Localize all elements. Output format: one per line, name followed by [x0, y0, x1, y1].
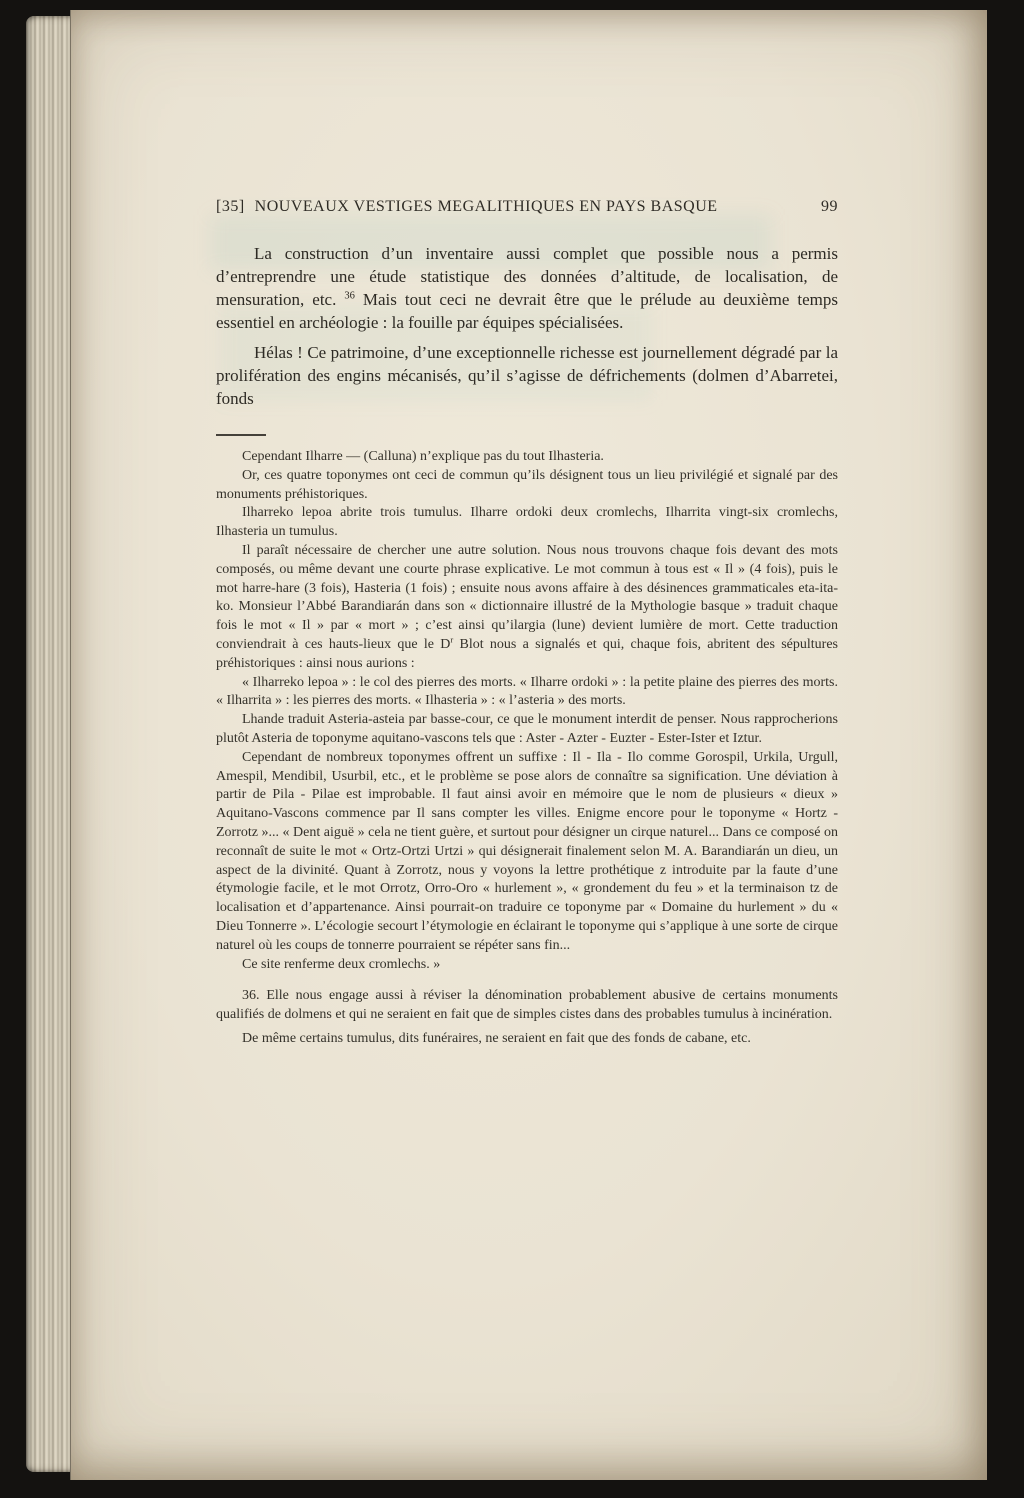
- footnote-reference-36: 36: [344, 290, 355, 302]
- page-content: [216, 10, 838, 1049]
- footnote-36-paragraph: 36. Elle nous engage aussi à réviser la dénomination probablement abusive de certains monuments qualifiés de dolmens et qui ne seraient en fait que de simples cistes dans des probables tumulus à incinération.: [216, 988, 838, 1023]
- paragraph-text: La construction d’un inventaire aussi complet que possible nous a permis d’entreprendre une étude statistique des données d’altitude, de localisation, de mensuration, etc.: [216, 244, 838, 309]
- page-header: [216, 198, 838, 216]
- footnote-paragraph: Ce site renferme deux cromlechs. »: [242, 956, 441, 972]
- footnote-paragraph: Or, ces quatre toponymes ont ceci de commun qu’ils désignent tous un lieu privilégié et signalé par des monuments préhistoriques.: [216, 467, 838, 502]
- footnote-36-block: [216, 987, 838, 1048]
- footnote-separator-rule: [216, 434, 266, 436]
- footnotes-block: [216, 448, 838, 974]
- footnote-text: Il paraît nécessaire de chercher une autre solution. Nous nous trouvons chaque fois devant des mots composés, ou même devant une courte phrase explicative. Le mot commun à tous est « Il » (4 fois), puis le mot harre-hare (3 fois), Hasteria (1 fois) ; ensuite nous avons affaire à des désinences grammaticales eta-ita-ko. Monsieur l’Abbé Barandiarán dans son « dictionnaire illustré de la Mythologie basque » traduit chaque fois le mot « Il » par « mort » ; c’est ainsi qu’ilargia (lune) devient lumière de mort. Cette traduction conviendrait à ces hauts-lieux que le D: [216, 542, 838, 652]
- footnote-paragraph: Ilharreko lepoa abrite trois tumulus. Ilharre ordoki deux cromlechs, Ilharrita vingt-six cromlechs, Ilhasteria un tumulus.: [216, 505, 838, 540]
- footnote-36-paragraph: De même certains tumulus, dits funéraires, ne seraient en fait que des fonds de cabane, etc.: [242, 1030, 751, 1046]
- superscript-r: r: [450, 634, 454, 645]
- section-number: [35]: [216, 198, 245, 215]
- footnote-paragraph: Cependant Ilharre — (Calluna) n’explique pas du tout Ilhasteria.: [242, 449, 604, 464]
- footnote-paragraph: « Ilharreko lepoa » : le col des pierres des morts. « Ilharre ordoki » : la petite plaine des pierres des morts. « Ilharrita » : les pierres des morts. « Ilhasteria » : « l’asteria » des morts.: [216, 674, 838, 709]
- paragraph-text: Mais tout ceci ne devrait être que le prélude au deuxième temps essentiel en archéologie : la fouille par équipes spécialisées.: [216, 290, 838, 332]
- running-title: NOUVEAUX VESTIGES MEGALITHIQUES EN PAYS BASQUE: [254, 198, 718, 215]
- book-page: [70, 10, 987, 1480]
- footnote-paragraph: Cependant de nombreux toponymes offrent un suffixe : Il - Ila - Ilo comme Gorospil, Urkila, Urgull, Amespil, Mendibil, Usurbil, etc., et le problème se pose alors de connaître sa signification. Une déviation à partir de Pila - Pilae est improbable. Il faut ainsi avoir en mémoire que le nom de plusieurs « dieux » Aquitano-Vascons commence par Il sans compter les villes. Enigme encore pour le toponyme « Hortz - Zorrotz »... « Dent aiguë » cela ne tient guère, et surtout pour désigner un cirque naturel... Dans ce composé on reconnaît de suite le mot « Ortz-Ortzi Urtzi » qui désignerait finalement selon M. A. Barandiarán un dieu, un aspect de la divinité. Quant à Zorrotz, nous y voyons la lettre prothétique z introduite par la faute d’une étymologie facile, et le mot Orrotz, Orro-Oro « hurlement », « grondement du feu » et la terminaison tz de localisation et d’appartenance. Ainsi pourrait-on traduire ce toponyme par « Domaine du hurlement » du « Dieu Tonnerre ». L’écologie secourt l’étymologie en éclairant le toponyme qui s’applique à une sorte de cirque naturel où les coups de tonnerre pourraient se répéter sans fin...: [216, 749, 838, 953]
- page-number: 99: [821, 198, 838, 215]
- footnote-text: Blot nous a signalés et qui, chaque fois, abritent des sépultures préhistoriques : ainsi nous aurions :: [216, 636, 838, 671]
- running-title-group: [216, 198, 718, 216]
- body-paragraph-1: [216, 242, 838, 334]
- footnote-paragraph: Lhande traduit Asteria-asteia par basse-cour, ce que le monument interdit de penser. Nous rapprocherions plutôt Asteria de toponyme aquitano-vascons tels que : Aster - Azter - Euzter - Ester-Ister et Iztur.: [216, 712, 838, 746]
- footnote-paragraph: [216, 542, 838, 674]
- body-paragraph-2: Hélas ! Ce patrimoine, d’une exceptionnelle richesse est journellement dégradé par la prolifération des engins mécanisés, qu’il s’agisse de défrichements (dolmen d’Abarretei, fonds: [216, 343, 838, 408]
